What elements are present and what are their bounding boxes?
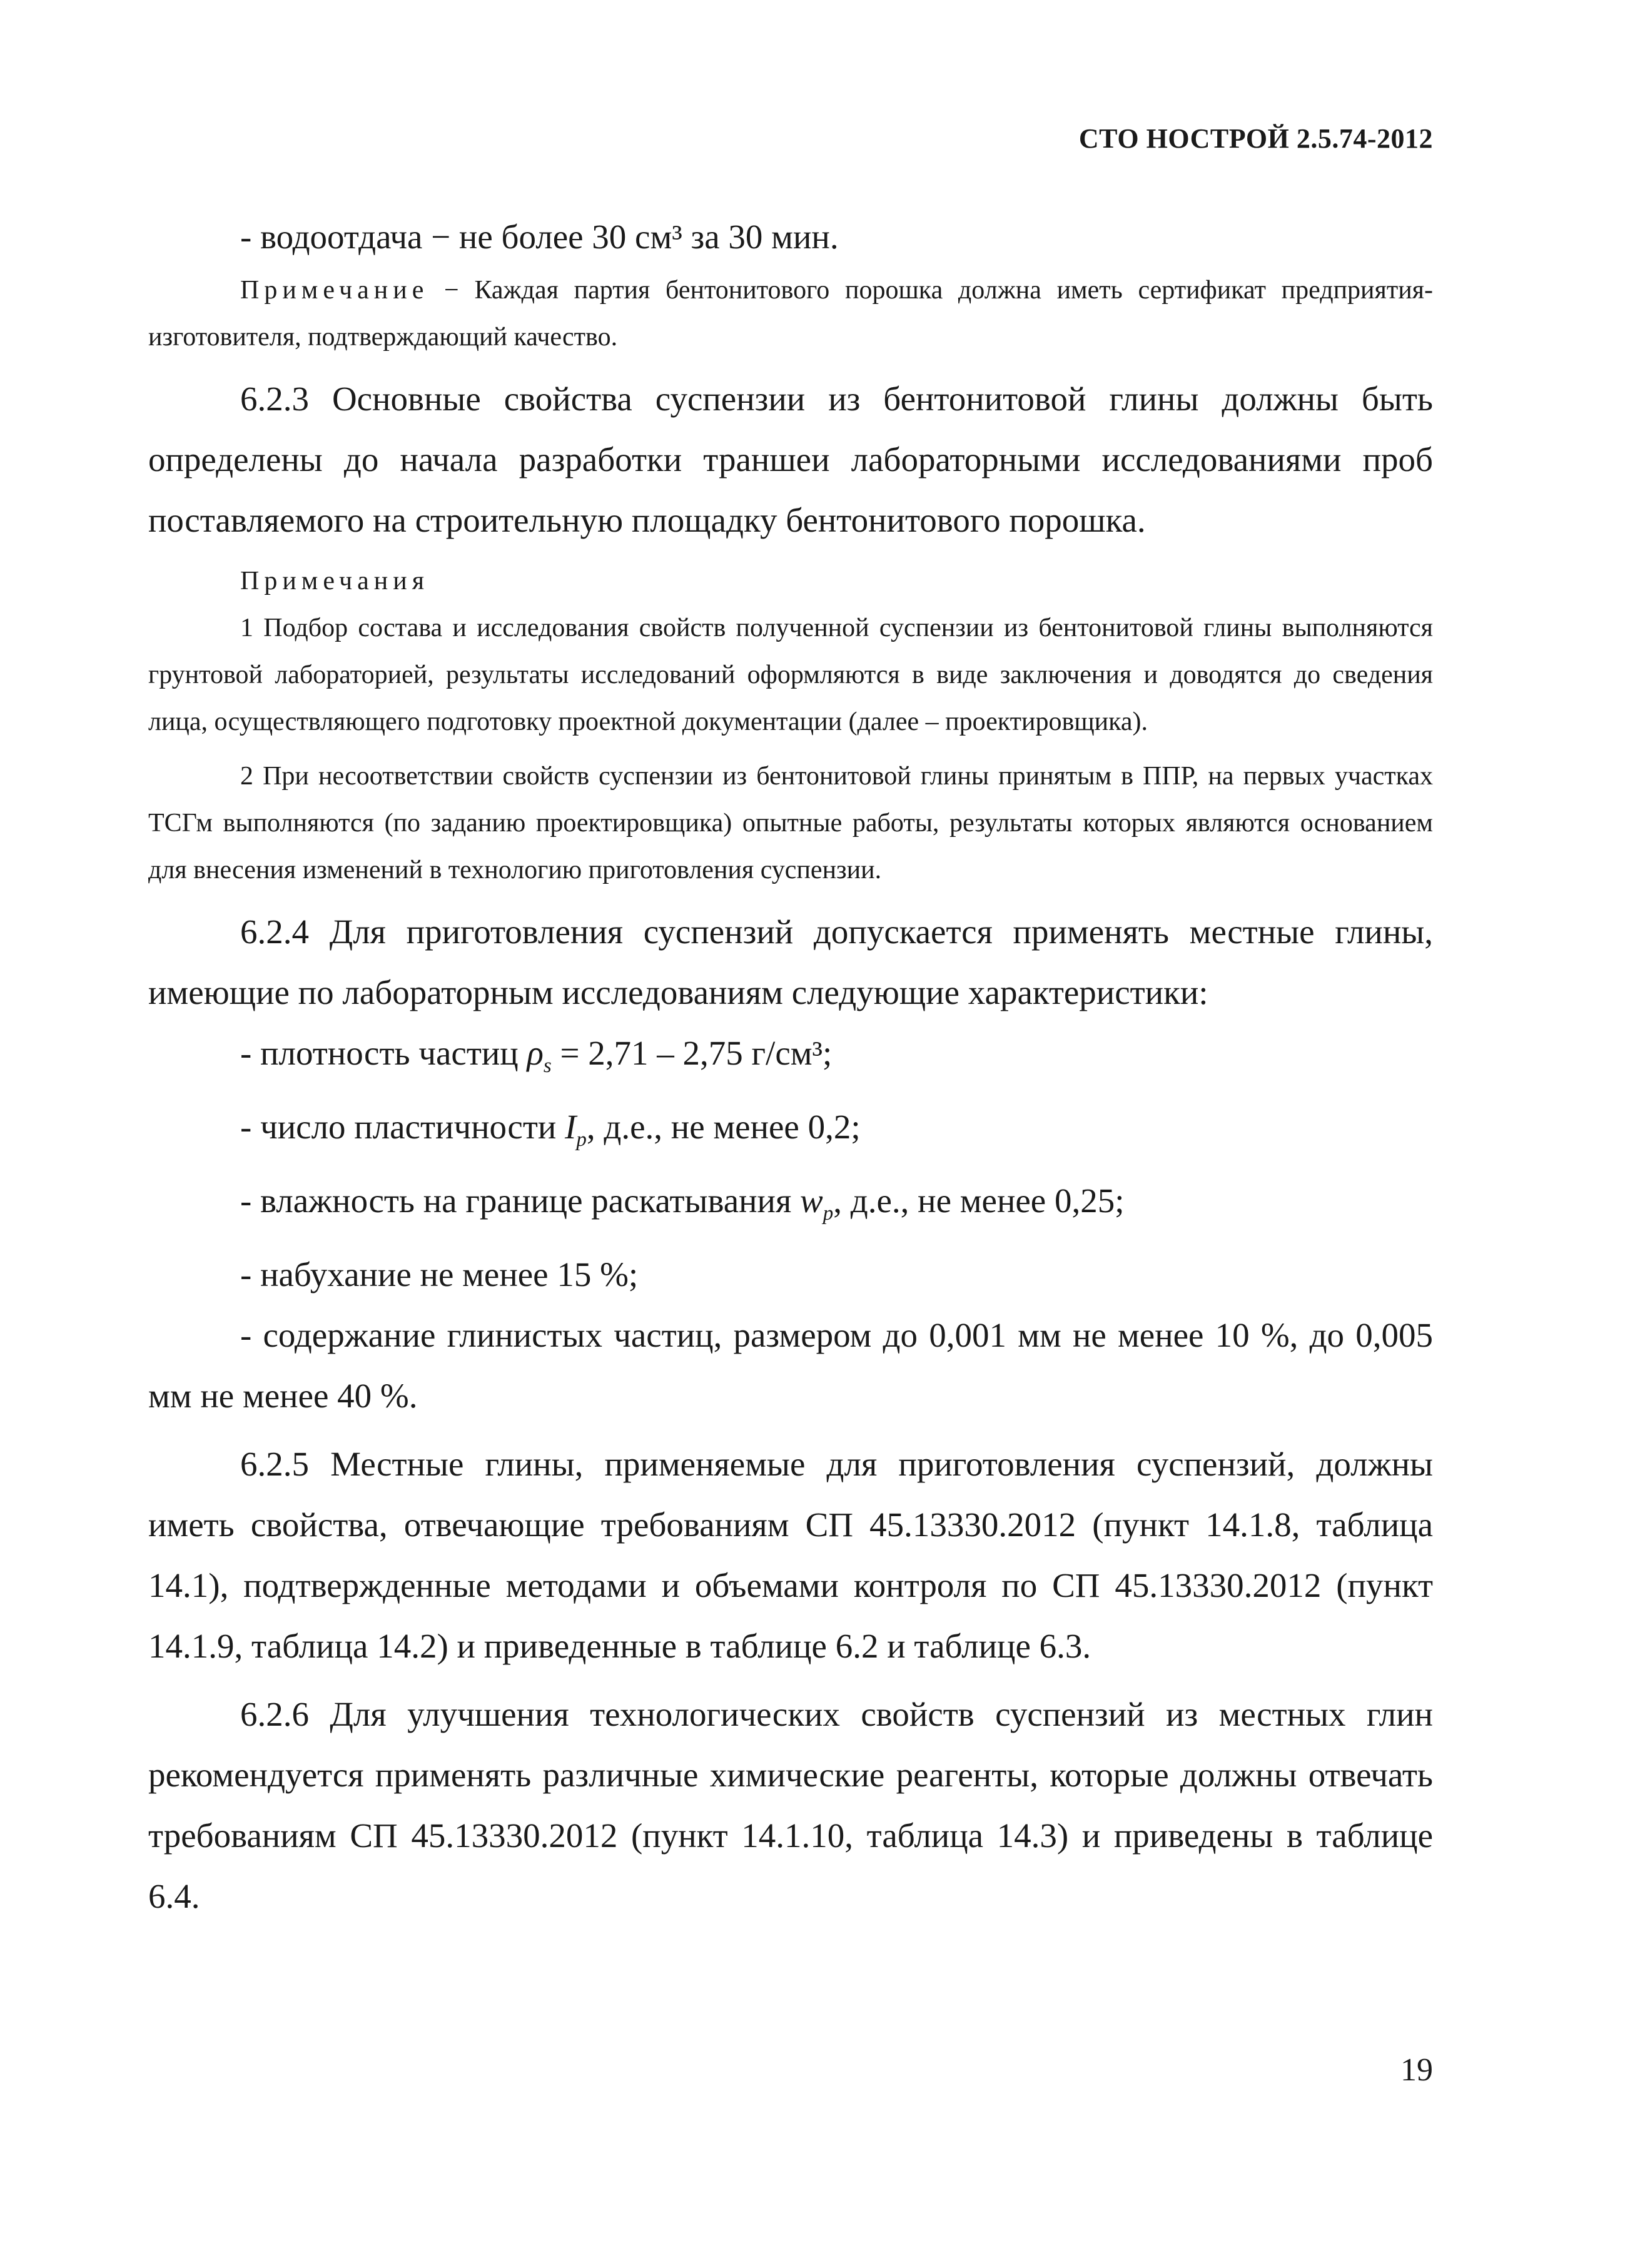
density-text: - плотность частиц (240, 1034, 527, 1072)
clause-6-2-4: 6.2.4 Для приготовления суспензий допускается применять местные глины, имеющие по лабораторным исследованиям следующие характеристики: (148, 913, 1433, 1011)
density-symbol: $\rho_s$ (527, 1034, 552, 1077)
plasticity-symbol: $I_p$ (565, 1108, 587, 1151)
moisture-item (148, 1170, 1433, 1244)
moisture-text: - влажность на границе раскатывания (240, 1182, 801, 1220)
plasticity-value: , д.е., не менее 0,2; (586, 1108, 861, 1146)
note-item-2: 2 При несоответствии свойств суспензии из бентонитовой глины принятым в ППР, на первых участках ТСГм выполняются (по заданию проектировщика) опытные работы, результаты которых являются основанием для внесения изменений в технологию приготовления суспензии. (148, 762, 1433, 884)
moisture-symbol: $w_p$ (800, 1182, 834, 1225)
document-code-header: СТО НОСТРОЙ 2.5.74-2012 (1078, 123, 1433, 154)
clause-6-2-5: 6.2.5 Местные глины, применяемые для приготовления суспензий, должны иметь свойства, отвечающие требованиям СП 45.13330.2012 (пункт 14.1.8, таблица 14.1), подтвержденные методами и объемами контроля по СП 45.13330.2012 (пункт 14.1.9, таблица 14.2) и приведенные в таблице 6.2 и таблице 6.3. (148, 1445, 1433, 1665)
density-item (148, 1023, 1433, 1096)
clause-6-2-6: 6.2.6 Для улучшения технологических свойств суспензий из местных глин рекомендуется применять различные химические реагенты, которые должны отвечать требованиям СП 45.13330.2012 (пункт 14.1.10, таблица 14.3) и приведены в таблице 6.4. (148, 1695, 1433, 1915)
page-number: 19 (1400, 2052, 1433, 2088)
water-loss-item: - водоотдача − не более 30 см³ за 30 мин. (240, 218, 839, 256)
notes-heading (148, 558, 1433, 605)
notes-label: Примечания (240, 567, 430, 595)
clay-content-item: - содержание глинистых частиц, размером до 0,001 мм не менее 10 %, до 0,005 мм не менее 40 %. (148, 1316, 1433, 1415)
swelling-item: - набухание не менее 15 %; (240, 1255, 639, 1293)
note-certificate (148, 267, 1433, 361)
note-certificate-text: − Каждая партия бентонитового порошка должна иметь сертификат предприятия-изготовителя, подтверждающий качество. (148, 276, 1433, 352)
density-value: = 2,71 – 2,75 г/см³; (551, 1034, 833, 1072)
plasticity-item (148, 1096, 1433, 1170)
note-label: Примечание (240, 276, 429, 305)
plasticity-text: - число пластичности (240, 1108, 565, 1146)
page-body (148, 206, 1433, 1934)
note-item-1: 1 Подбор состава и исследования свойств полученной суспензии из бентонитовой глины выполняются грунтовой лабораторией, результаты исследований оформляются в виде заключения и доводятся до сведения лица, осуществляющего подготовку проектной документации (далее – проектировщика). (148, 614, 1433, 736)
moisture-value: , д.е., не менее 0,25; (833, 1182, 1125, 1220)
clause-6-2-3: 6.2.3 Основные свойства суспензии из бентонитовой глины должны быть определены до начала разработки траншеи лабораторными исследованиями проб поставляемого на строительную площадку бентонитового порошка. (148, 380, 1433, 539)
